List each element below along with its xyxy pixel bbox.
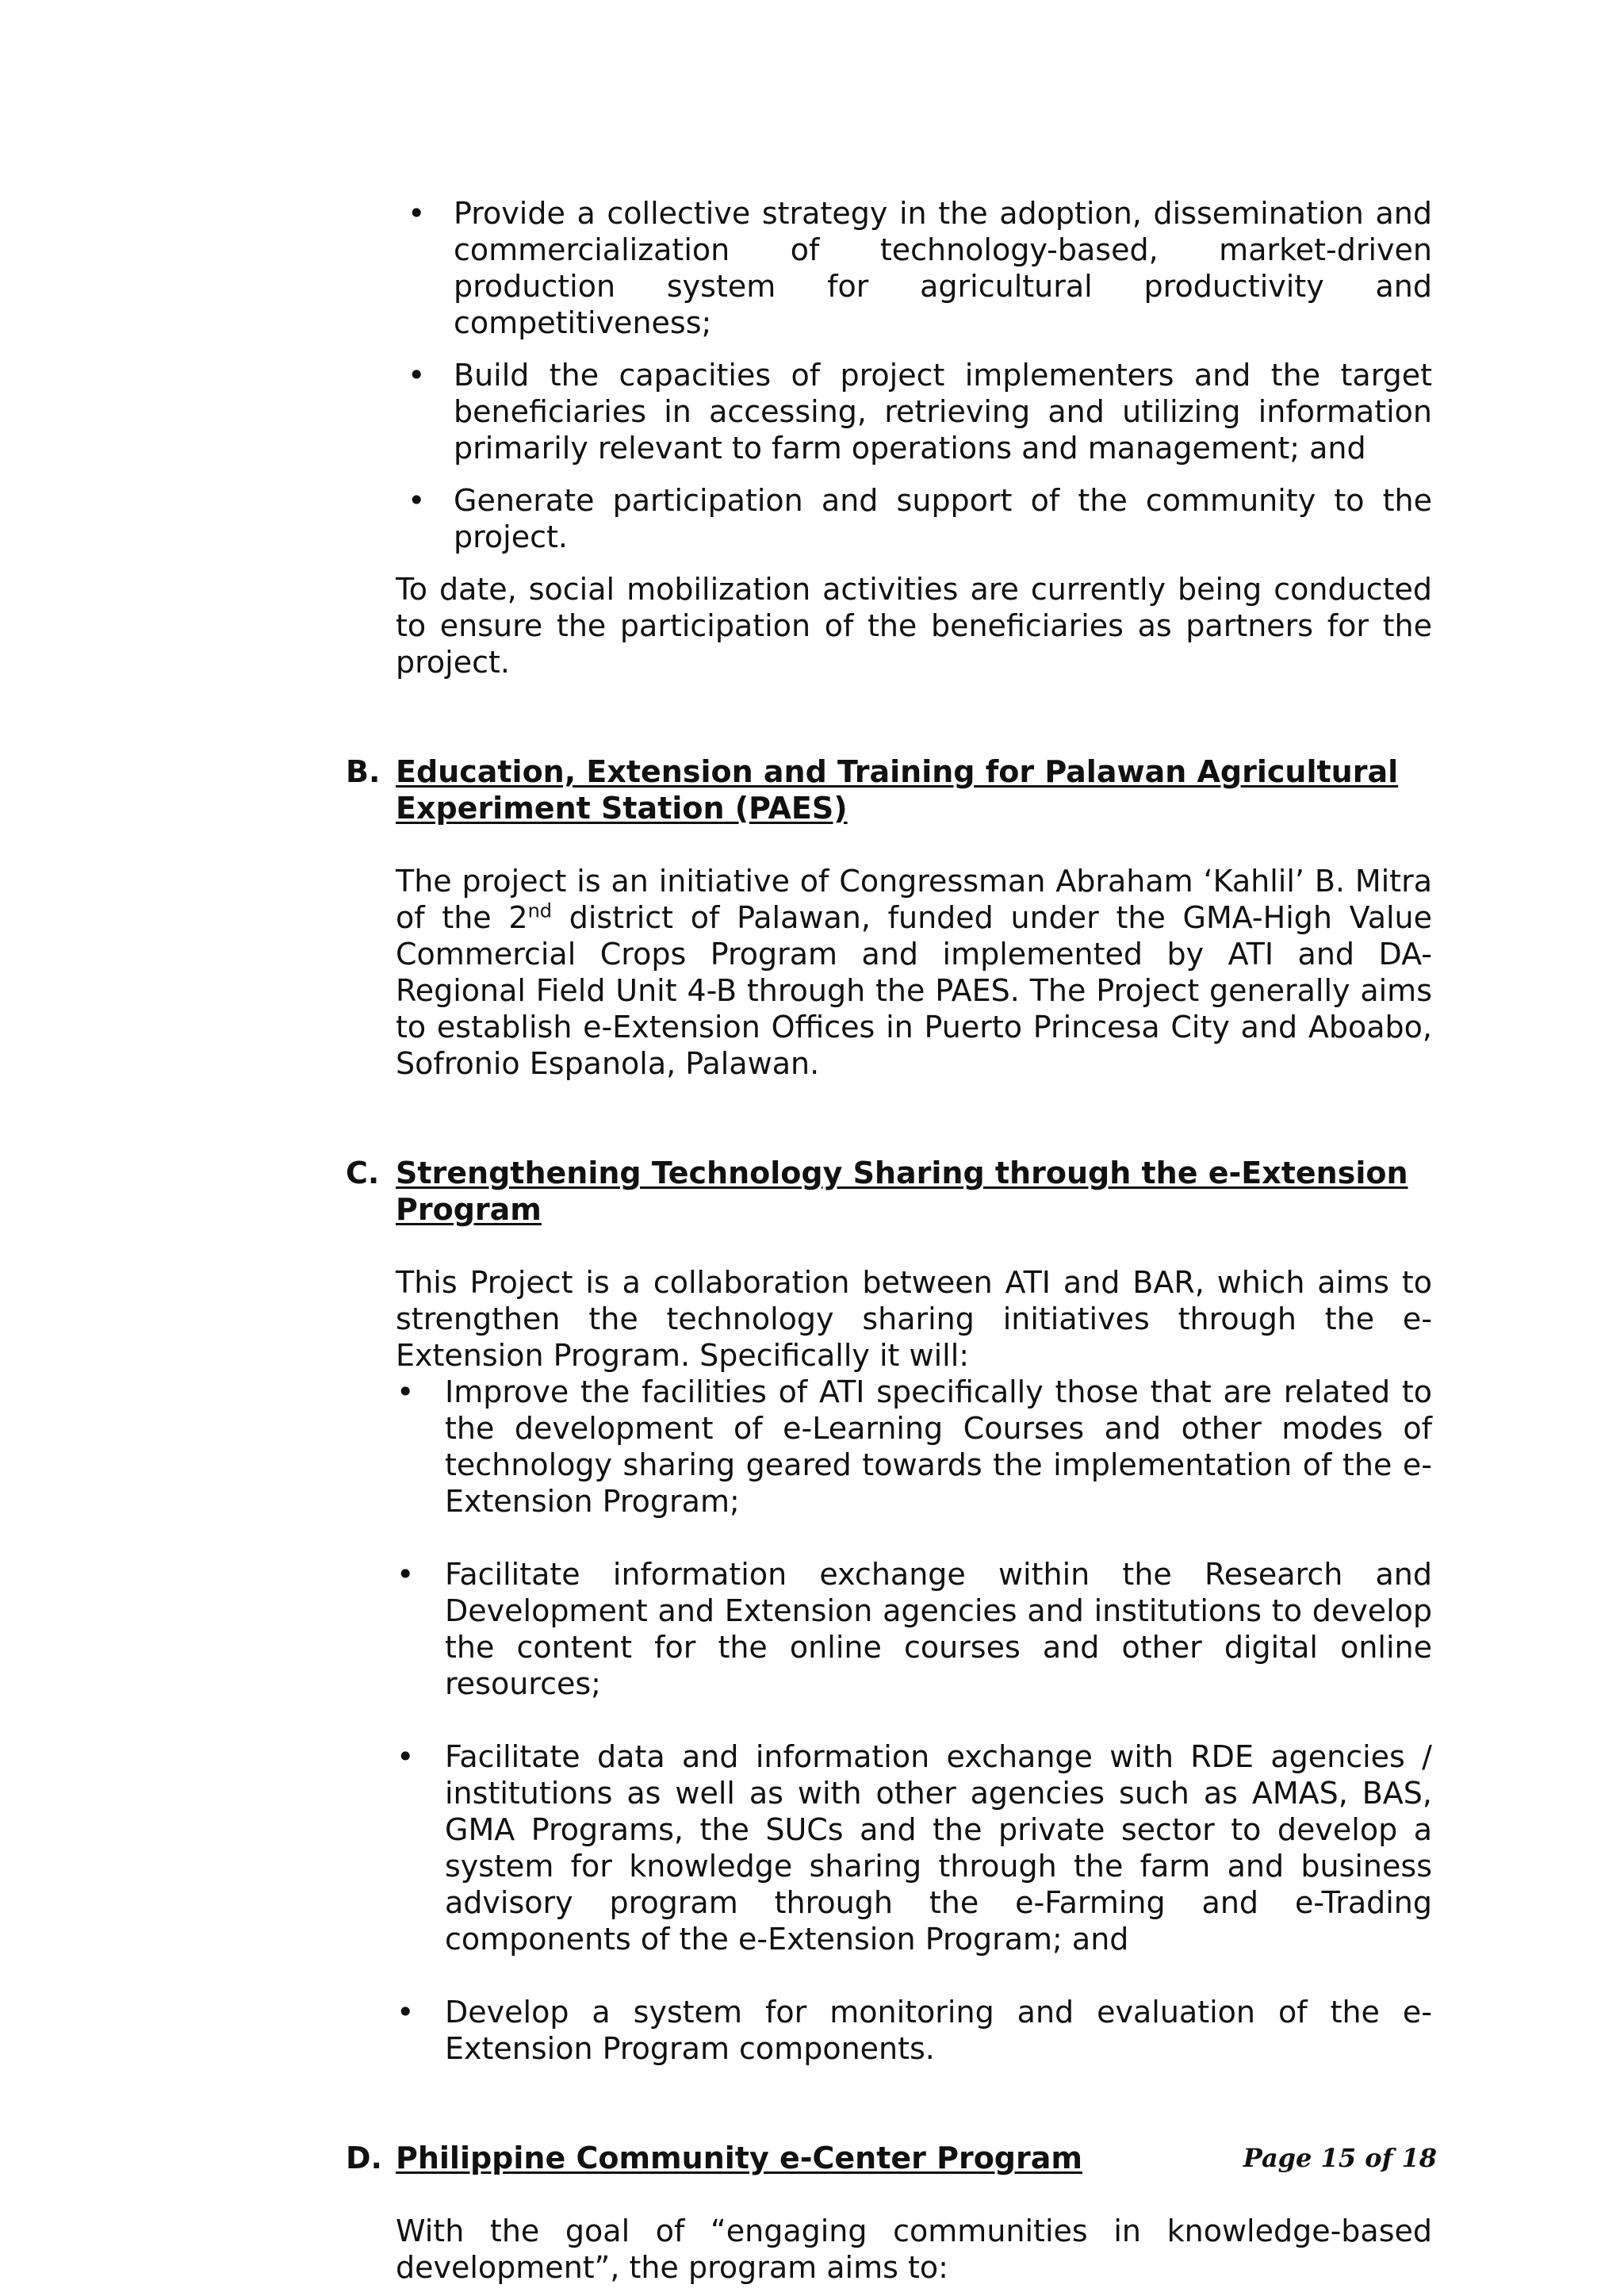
section-letter: D. bbox=[346, 2141, 382, 2175]
page-number: Page 15 of 18 bbox=[1243, 2143, 1437, 2173]
intro-bullet-list bbox=[346, 195, 1432, 555]
section-b-paragraph bbox=[346, 863, 1432, 1082]
section-title: Strengthening Technology Sharing through the e-Extension Program bbox=[396, 1156, 1408, 1227]
section-title: Philippine Community e-Center Program bbox=[396, 2141, 1082, 2175]
section-c-paragraph: This Project is a collaboration between ATI and BAR, which aims to strengthen the technology sharing initiatives through the e-Extension Program. Specifically it will: bbox=[396, 1265, 1432, 1373]
ordinal-suffix: nd bbox=[527, 899, 553, 922]
list-item: • Improve the facilities of ATI specifically those that are related to the development of e-Learning Courses and other modes of technology sharing geared towards the implementation of the e-Extension Program; bbox=[346, 1374, 1432, 1520]
list-item: • Facilitate data and information exchange with RDE agencies / institutions as well as with other agencies such as AMAS, BAS, GMA Programs, the SUCs and the private sector to develop a system for knowledge sharing through the farm and business advisory program through the e-Farming and e-Trading components of the e-Extension Program; and bbox=[346, 1738, 1432, 1957]
page-content bbox=[346, 195, 1432, 2286]
paragraph-text: district of Palawan, funded under the GMA-High Value Commercial Crops Program and implemented by ATI and DA-Regional Field Unit 4-B through the PAES. The Project generally aims to establish e-Extension Offices in Puerto Princesa City and Aboabo, Sofronio Espanola, Palawan. bbox=[396, 900, 1433, 1081]
list-item: • Facilitate information exchange within the Research and Development and Extension agencies and institutions to develop the content for the online courses and other digital online resources; bbox=[346, 1556, 1432, 1702]
intro-closing-paragraph: To date, social mobilization activities are currently being conducted to ensure the participation of the beneficiaries as partners for the project. bbox=[396, 572, 1432, 680]
section-title: Education, Extension and Training for Palawan Agricultural Experiment Station (PAES) bbox=[396, 754, 1399, 826]
section-b-heading bbox=[346, 753, 1432, 826]
section-c-bullet-list bbox=[346, 1374, 1432, 2067]
list-item: • Build the capacities of project implementers and the target beneficiaries in accessing, retrieving and utilizing information primarily relevant to farm operations and management; and bbox=[346, 357, 1432, 466]
list-item: • Generate participation and support of the community to the project. bbox=[346, 482, 1432, 555]
section-letter: B. bbox=[346, 754, 381, 789]
section-d-paragraph: With the goal of “engaging communities in knowledge-based development”, the program aims to: bbox=[396, 2214, 1432, 2285]
paragraph-text: The project is an initiative of Congressman Abraham ‘Kahlil’ B. Mitra of the 2 bbox=[396, 864, 1432, 935]
list-item: • Develop a system for monitoring and evaluation of the e-Extension Program components. bbox=[346, 1994, 1432, 2067]
section-letter: C. bbox=[346, 1156, 380, 1190]
section-c-heading bbox=[346, 1155, 1432, 1228]
list-item: • Provide a collective strategy in the adoption, dissemination and commercialization of technology-based, market-driven production system for agricultural productivity and competitiveness; bbox=[346, 195, 1432, 341]
